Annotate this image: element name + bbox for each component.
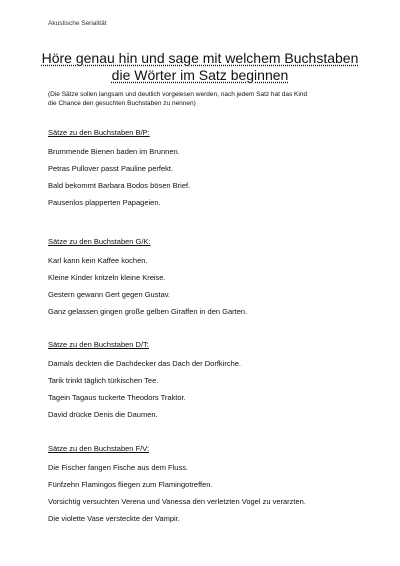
title-line-2: die Wörter im Satz beginnen <box>111 67 289 83</box>
header-label: Akustische Serialität <box>48 20 107 27</box>
section-heading: Sätze zu den Buchstaben B/P: <box>48 128 150 137</box>
section-heading: Sätze zu den Buchstaben F/V: <box>48 444 150 453</box>
sentence: Petras Pullover passt Pauline perfekt. <box>48 164 174 173</box>
sentence: Ganz gelassen gingen große gelben Giraffen in den Garten. <box>48 307 248 316</box>
sentence: David drücke Denis die Daumen. <box>48 410 158 419</box>
sentence: Vorsichtig versuchten Verena und Vanessa den verletzten Vogel zu verarzten. <box>48 497 306 506</box>
section-dt <box>48 340 368 427</box>
section-gk <box>48 237 368 324</box>
sentence: Kleine Kinder kritzeln kleine Kreise. <box>48 273 166 282</box>
section-fv <box>48 444 368 531</box>
sentence: Pausenlos plapperten Papageien. <box>48 198 161 207</box>
sentence: Tagein Tagaus tuckerte Theodors Traktor. <box>48 393 186 402</box>
sentence: Damals deckten die Dachdecker das Dach der Dorfkirche. <box>48 359 242 368</box>
sentence: Die violette Vase versteckte der Vampir. <box>48 514 180 523</box>
sentence: Bald bekommt Barbara Bodos bösen Brief. <box>48 181 191 190</box>
page-title <box>40 50 360 84</box>
section-bp <box>48 128 368 215</box>
title-line-1: Höre genau hin und sage mit welchem Buchstaben <box>41 50 359 66</box>
sentence: Gestern gewann Gert gegen Gustav. <box>48 290 171 299</box>
sentence: Die Fischer fangen Fische aus dem Fluss. <box>48 463 189 472</box>
sentence: Tarik trinkt täglich türkischen Tee. <box>48 376 159 385</box>
sentence: Karl kann kein Kaffee kochen. <box>48 256 148 265</box>
intro-line-1: (Die Sätze sollen langsam und deutlich vorgelesen werden, nach jedem Satz hat das Kind <box>48 91 308 98</box>
sentence: Fünfzehn Flamingos fliegen zum Flamingotreffen. <box>48 480 213 489</box>
sentence: Brummende Bienen baden im Brunnen. <box>48 147 180 156</box>
section-heading: Sätze zu den Buchstaben D/T: <box>48 340 149 349</box>
section-heading: Sätze zu den Buchstaben G/K: <box>48 237 151 246</box>
intro-text <box>48 90 358 108</box>
intro-line-2: die Chance den gesuchten Buchstaben zu nennen) <box>48 100 196 107</box>
